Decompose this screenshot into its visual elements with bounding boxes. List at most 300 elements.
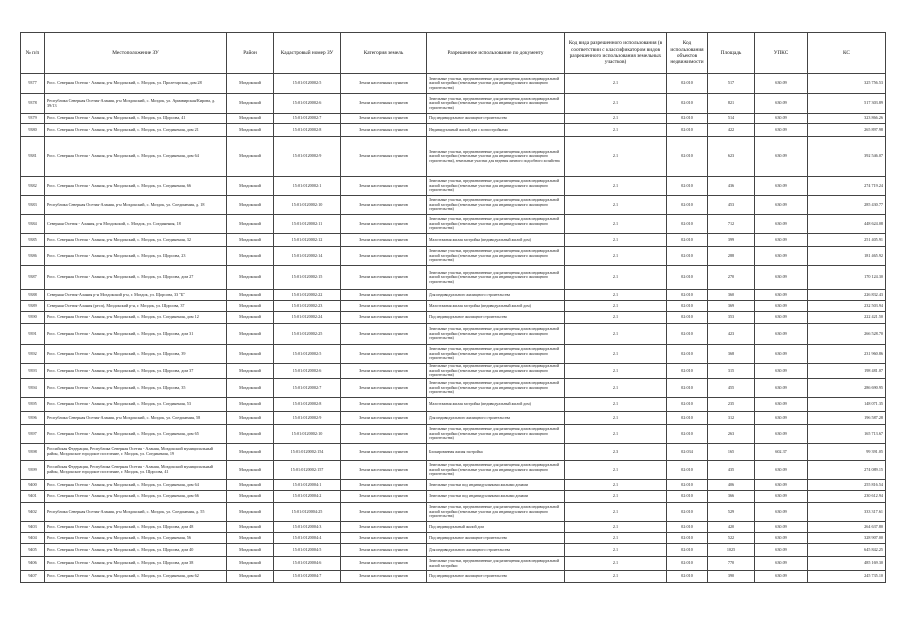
cell-ks: 286 690.95 (808, 379, 886, 398)
cell-upks: 630.09 (755, 215, 808, 234)
cell-num: 9403 (21, 522, 45, 533)
cell-ks: 328 907.00 (808, 533, 886, 544)
cell-code-function: 02:010 (667, 215, 708, 234)
cell-code-group: 2.1 (565, 571, 667, 583)
cell-category: Земли населенных пунктов (341, 234, 427, 247)
cell-address: Республика Северная Осетия-Алания, р-н Моздокский, с. Моздок, ул. Соединения, 58 (45, 412, 227, 425)
cell-address: Росс. Северная Осетия - Алания, р-н Моздокский, с. Моздок, ул. Соединения, дом 65 (45, 425, 227, 444)
cell-address: Росс. Северная Осетия - Алания, р-н Моздокский, с. Моздок, ул. Щорсова, дом 48 (45, 522, 227, 533)
cell-area: 517 (708, 74, 755, 94)
cell-num: 9378 (21, 94, 45, 114)
cell-ks: 181 465.92 (808, 247, 886, 266)
cell-ks: 232 503.94 (808, 301, 886, 312)
cell-permitted-use: Блокированная жилая застройка (427, 444, 565, 461)
cell-cadastral: 15:01:0120002:6 (274, 364, 341, 379)
cell-num: 9380 (21, 124, 45, 137)
cell-upks: 630.09 (755, 412, 808, 425)
cell-address: Росс. Северная Осетия - Алания, р-н Моздокский, с. Моздок, ул. Соединения, дом 62 (45, 571, 227, 583)
cell-cadastral: 15:01:0120004:7 (274, 571, 341, 583)
cell-area: 770 (708, 557, 755, 571)
cell-address: Республика Северная Осетия-Алания, р-н Моздокский, с. Моздок, ул. Соединения, д. 55 (45, 503, 227, 522)
table-body (21, 74, 886, 583)
cell-ks: 325 756.53 (808, 74, 886, 94)
table-row (21, 461, 886, 480)
cell-cadastral: 15:01:0120002:24 (274, 312, 341, 324)
cell-code-group: 2.1 (565, 345, 667, 364)
cell-category: Земли населенных пунктов (341, 247, 427, 266)
table-row (21, 324, 886, 345)
table-row (21, 544, 886, 557)
cell-ks: 392 546.07 (808, 137, 886, 177)
cell-num: 9404 (21, 533, 45, 544)
header-row (21, 33, 886, 74)
cell-district: Моздокский (227, 301, 274, 312)
cell-num: 9387 (21, 266, 45, 290)
cell-num: 9405 (21, 544, 45, 557)
cell-district: Моздокский (227, 557, 274, 571)
cell-address: Росс. Северная Осетия - Алания, р-н Моздокский, с. Моздок, ул. Щорсова, дом 37 (45, 364, 227, 379)
cell-code-group: 2.1 (565, 137, 667, 177)
cell-cadastral: 15:01:0120002:12 (274, 234, 341, 247)
cell-upks: 630.09 (755, 557, 808, 571)
cell-ks: 323 866.26 (808, 114, 886, 124)
cell-cadastral: 15:01:0120002:15 (274, 266, 341, 290)
cell-num: 9386 (21, 247, 45, 266)
cell-ks: 198 481.07 (808, 364, 886, 379)
cell-upks: 630.09 (755, 124, 808, 137)
col-header-num: № п/п (21, 33, 45, 74)
cell-area: 435 (708, 461, 755, 480)
col-header-upks: УПКС (755, 33, 808, 74)
cell-num: 9391 (21, 324, 45, 345)
cell-code-group: 2.1 (565, 557, 667, 571)
cell-code-function: 02:010 (667, 425, 708, 444)
cell-code-function: 02:010 (667, 345, 708, 364)
cell-code-group: 2.1 (565, 544, 667, 557)
cell-cadastral: 15:01:0120002:22 (274, 290, 341, 301)
cell-permitted-use: Под индивидуальное жилищное строительство (427, 571, 565, 583)
cell-upks: 630.09 (755, 425, 808, 444)
table-row (21, 557, 886, 571)
cell-address: Российская Федерация, Республика Северная Осетия - Алания, Моздокский муниципальный район, Моздокское городское поселение, г. Моздок, ул. Щорсова, 41 (45, 461, 227, 480)
cell-upks: 630.09 (755, 94, 808, 114)
cell-ks: 230 612.94 (808, 491, 886, 503)
table-row (21, 301, 886, 312)
cell-code-group: 2.1 (565, 215, 667, 234)
cell-address: Росс. Северная Осетия - Алания, р-н Моздокский, с. Моздок, ул. Соединения, 53 (45, 398, 227, 412)
cell-area: 514 (708, 114, 755, 124)
cell-upks: 630.09 (755, 364, 808, 379)
cell-code-group: 2.1 (565, 379, 667, 398)
cell-district: Моздокский (227, 412, 274, 425)
cell-area: 366 (708, 491, 755, 503)
cell-ks: 170 124.30 (808, 266, 886, 290)
cell-area: 288 (708, 247, 755, 266)
cell-code-group: 2.1 (565, 324, 667, 345)
cell-category: Земли населенных пунктов (341, 301, 427, 312)
cell-area: 270 (708, 266, 755, 290)
cell-category: Земли населенных пунктов (341, 196, 427, 215)
cell-code-function: 02:010 (667, 533, 708, 544)
cell-category: Земли населенных пунктов (341, 312, 427, 324)
cell-district: Моздокский (227, 544, 274, 557)
cell-area: 420 (708, 522, 755, 533)
cell-cadastral: 15:01:0120002:10 (274, 425, 341, 444)
cell-category: Земли населенных пунктов (341, 544, 427, 557)
col-header-code-function: Код использования объектов недвижимости (667, 33, 708, 74)
cell-address: Росс. Северная Осетия - Алания, р-н Моздокский, с. Моздок, ул. Соединения, 66 (45, 177, 227, 196)
cell-code-function: 02:010 (667, 301, 708, 312)
cell-permitted-use: Земельные участки, предназначенные для размещения домов индивидуальной жилой застройки (земельные участки для индивидуального жилищного строительства) (427, 461, 565, 480)
table-row (21, 290, 886, 301)
cell-code-group: 2.1 (565, 533, 667, 544)
cell-num: 9397 (21, 425, 45, 444)
cell-area: 399 (708, 234, 755, 247)
cell-address: Росс. Северная Осетия - Алания, р-н Моздокский, с. Моздок, ул. Пролетарская, дом 28 (45, 74, 227, 94)
cell-code-group: 2.1 (565, 364, 667, 379)
cell-district: Моздокский (227, 94, 274, 114)
cell-ks: 485 169.30 (808, 557, 886, 571)
cell-area: 165 (708, 444, 755, 461)
cell-area: 455 (708, 379, 755, 398)
col-header-address: Местоположение ЗУ (45, 33, 227, 74)
cell-category: Земли населенных пунктов (341, 571, 427, 583)
cell-ks: 448 624.08 (808, 215, 886, 234)
cell-cadastral: 15:01:0120002:9 (274, 412, 341, 425)
cell-upks: 630.09 (755, 533, 808, 544)
cadastral-value-table (20, 32, 886, 583)
cell-code-function: 02:010 (667, 364, 708, 379)
cell-num: 9406 (21, 557, 45, 571)
cell-code-group: 2.1 (565, 480, 667, 491)
col-header-ks: КС (808, 33, 886, 74)
cell-code-function: 02:010 (667, 571, 708, 583)
cell-code-group: 2.1 (565, 94, 667, 114)
cell-code-function: 02:010 (667, 124, 708, 137)
cell-code-group: 2.1 (565, 412, 667, 425)
cell-permitted-use: Земельные участки под индивидуальными жилыми домами (427, 480, 565, 491)
cell-code-group: 2.1 (565, 301, 667, 312)
cell-upks: 630.09 (755, 196, 808, 215)
cell-permitted-use: Земельные участки, предназначенные для размещения домов индивидуальной жилой застройки (земельные участки для индивидуального жилищного строительства) (427, 503, 565, 522)
cell-district: Моздокский (227, 533, 274, 544)
cell-upks: 630.09 (755, 290, 808, 301)
cell-cadastral: 15:01:0120004:3 (274, 522, 341, 533)
cell-category: Земли населенных пунктов (341, 364, 427, 379)
cell-upks: 630.09 (755, 137, 808, 177)
cell-district: Моздокский (227, 266, 274, 290)
cell-cadastral: 15:01:0120002:23 (274, 301, 341, 312)
cell-permitted-use: Малоэтажная жилая застройка (индивидуальный жилой дом) (427, 234, 565, 247)
col-header-area: Площадь (708, 33, 755, 74)
table-row (21, 74, 886, 94)
cell-cadastral: 15:01:0120004:6 (274, 557, 341, 571)
cell-ks: 274 719.24 (808, 177, 886, 196)
cell-ks: 99 391.05 (808, 444, 886, 461)
cell-upks: 630.09 (755, 312, 808, 324)
cell-permitted-use: Земельные участки, предназначенные для размещения домов индивидуальной жилой застройки (земельные участки для индивидуального жилищного строительства) (427, 215, 565, 234)
cell-permitted-use: Индивидуальный жилой дом с хозпостройками (427, 124, 565, 137)
cell-category: Земли населенных пунктов (341, 491, 427, 503)
cell-num: 9407 (21, 571, 45, 583)
cell-code-function: 02:010 (667, 196, 708, 215)
cell-num: 9385 (21, 234, 45, 247)
cell-code-function: 02:010 (667, 114, 708, 124)
table-row (21, 480, 886, 491)
cell-num: 9390 (21, 312, 45, 324)
cell-district: Моздокский (227, 114, 274, 124)
cell-num: 9389 (21, 301, 45, 312)
cell-area: 390 (708, 571, 755, 583)
cell-code-function: 02:010 (667, 491, 708, 503)
cell-upks: 630.09 (755, 398, 808, 412)
cell-category: Земли населенных пунктов (341, 94, 427, 114)
cell-permitted-use: Малоэтажная жилая застройка (индивидуальный жилой дом) (427, 301, 565, 312)
table-row (21, 444, 886, 461)
cell-area: 1025 (708, 544, 755, 557)
cell-permitted-use: Малоэтажная жилая застройка (индивидуальный жилой дом) (427, 398, 565, 412)
cell-area: 821 (708, 94, 755, 114)
cell-code-function: 02:010 (667, 522, 708, 533)
cell-address: Росс. Северная Осетия - Алания, р-н Моздокский, с. Моздок, ул. Щорсова, 41 (45, 114, 227, 124)
cell-code-group: 2.1 (565, 124, 667, 137)
cell-cadastral: 15:01:0120002:5 (274, 74, 341, 94)
cell-upks: 630.09 (755, 177, 808, 196)
cell-cadastral: 15:01:0120002:10 (274, 196, 341, 215)
cell-category: Земли населенных пунктов (341, 557, 427, 571)
cell-code-function: 02:010 (667, 544, 708, 557)
cell-ks: 165 713.67 (808, 425, 886, 444)
cell-category: Земли населенных пунктов (341, 379, 427, 398)
cell-area: 712 (708, 215, 755, 234)
cell-area: 235 (708, 398, 755, 412)
cell-num: 9388 (21, 290, 45, 301)
cell-address: Северная Осетия-Алания р-н Моздокский р-н, г. Моздок, ул. Щорсова, 33 "Б" (45, 290, 227, 301)
cell-ks: 264 637.80 (808, 522, 886, 533)
cell-code-function: 02:034 (667, 444, 708, 461)
cell-category: Земли населенных пунктов (341, 522, 427, 533)
table-row (21, 503, 886, 522)
cell-address: Росс. Северная Осетия - Алания, р-н Моздокский, с. Моздок, ул. Щорсова, 35 (45, 379, 227, 398)
cell-area: 529 (708, 503, 755, 522)
cell-district: Моздокский (227, 379, 274, 398)
cell-num: 9399 (21, 461, 45, 480)
cell-num: 9396 (21, 412, 45, 425)
cell-area: 353 (708, 312, 755, 324)
cell-permitted-use: Земельные участки, предназначенные для размещения домов индивидуальной жилой застройки (земельные участки для индивидуального жилищного строительства) (427, 94, 565, 114)
cell-permitted-use: Земельные участки, предназначенные для размещения домов индивидуальной жилой застройки (земельные участки для индивидуального жилищного строительства), земельные участки для ведения личного подсобного хозяйства (427, 137, 565, 177)
cell-num: 9398 (21, 444, 45, 461)
cell-ks: 222 421.50 (808, 312, 886, 324)
cell-address: Росс. Северная Осетия - Алания, р-н Моздокский, с. Моздок, ул. Соединения, 56 (45, 533, 227, 544)
cell-cadastral: 15:01:0120002:5 (274, 345, 341, 364)
cell-permitted-use: Под индивидуальный жилой дом (427, 522, 565, 533)
cell-code-group: 2.1 (565, 177, 667, 196)
cell-cadastral: 15:01:0120002:7 (274, 379, 341, 398)
table-row (21, 412, 886, 425)
cell-permitted-use: Земельные участки, предназначенные для размещения домов индивидуальной жилой застройки (земельные участки для индивидуального жилищного строительства) (427, 266, 565, 290)
cell-upks: 630.09 (755, 266, 808, 290)
cell-category: Земли населенных пунктов (341, 444, 427, 461)
cell-district: Моздокский (227, 364, 274, 379)
cell-cadastral: 15:01:0120002:9 (274, 137, 341, 177)
cell-code-function: 02:010 (667, 398, 708, 412)
cell-permitted-use: Земельные участки, предназначенные для размещения домов индивидуальной жилой застройки (земельные участки для индивидуального жилищного строительства) (427, 177, 565, 196)
cell-area: 522 (708, 533, 755, 544)
table-row (21, 425, 886, 444)
cell-district: Моздокский (227, 480, 274, 491)
cell-num: 9394 (21, 379, 45, 398)
cell-upks: 602.37 (755, 444, 808, 461)
cell-cadastral: 15:01:0120002:7 (274, 114, 341, 124)
cell-ks: 255 816.54 (808, 480, 886, 491)
cell-cadastral: 15:01:0120002:8 (274, 124, 341, 137)
cell-code-group: 2.3 (565, 444, 667, 461)
cell-num: 9400 (21, 480, 45, 491)
cell-code-function: 02:010 (667, 74, 708, 94)
cell-code-group: 2.1 (565, 522, 667, 533)
cell-permitted-use: Земельные участки под индивидуальными жилыми домами (427, 491, 565, 503)
cell-permitted-use: Под индивидуальное жилищное строительство (427, 114, 565, 124)
cell-code-function: 02:010 (667, 247, 708, 266)
cell-upks: 630.09 (755, 301, 808, 312)
cell-category: Земли населенных пунктов (341, 290, 427, 301)
cell-district: Моздокский (227, 196, 274, 215)
cell-ks: 266 528.70 (808, 324, 886, 345)
cell-code-function: 02:010 (667, 480, 708, 491)
cell-category: Земли населенных пунктов (341, 114, 427, 124)
cell-ks: 333 317.61 (808, 503, 886, 522)
cell-cadastral: 15:01:0120002:154 (274, 444, 341, 461)
cell-num: 9382 (21, 177, 45, 196)
cell-code-function: 02:010 (667, 324, 708, 345)
cell-permitted-use: Земельные участки, предназначенные для размещения домов индивидуальной жилой застройки (земельные участки для индивидуального жилищного строительства) (427, 364, 565, 379)
cell-cadastral: 15:01:0120004:2 (274, 491, 341, 503)
cell-permitted-use: Земельные участки, предназначенные для размещения домов индивидуальной жилой застройки (земельные участки для индивидуального жилищного строительства) (427, 425, 565, 444)
table-row (21, 379, 886, 398)
cell-upks: 630.09 (755, 379, 808, 398)
cell-num: 9381 (21, 137, 45, 177)
cell-category: Земли населенных пунктов (341, 461, 427, 480)
table-row (21, 364, 886, 379)
table-row (21, 177, 886, 196)
cell-category: Земли населенных пунктов (341, 124, 427, 137)
cell-address: Росс. Северная Осетия - Алания, р-н Моздокский, с. Моздок, ул. Соединения, 32 (45, 234, 227, 247)
cell-permitted-use: Для индивидуального жилищного строительства (427, 290, 565, 301)
cell-code-function: 02:010 (667, 312, 708, 324)
cell-district: Моздокский (227, 324, 274, 345)
cell-category: Земли населенных пунктов (341, 425, 427, 444)
cell-category: Земли населенных пунктов (341, 137, 427, 177)
table-row (21, 522, 886, 533)
cell-upks: 630.09 (755, 461, 808, 480)
cell-address: Росс. Северная Осетия - Алания, р-н Моздокский, с. Моздок, ул. Соединения, дом 66 (45, 491, 227, 503)
cell-area: 422 (708, 124, 755, 137)
cell-category: Земли населенных пунктов (341, 480, 427, 491)
cell-category: Земли населенных пунктов (341, 74, 427, 94)
cell-address: Росс. Северная Осетия - Алания, р-н Моздокский, с. Моздок, ул. Щорсова, 23 (45, 247, 227, 266)
cell-address: Росс. Северная Осетия - Алания, р-н Моздокский, с. Моздок, ул. Соединения, дом 12 (45, 312, 227, 324)
table-row (21, 215, 886, 234)
table-row (21, 398, 886, 412)
cell-code-function: 02:010 (667, 290, 708, 301)
cell-address: Росс. Северная Осетия - Алания, р-н Моздокский, с. Моздок, ул. Соединения, дом 21 (45, 124, 227, 137)
cell-permitted-use: Для индивидуального жилищного строительства (427, 412, 565, 425)
cell-upks: 630.09 (755, 234, 808, 247)
col-header-code-group: Код вида разрешенного использования (в соответствии с классификатором видов разрешенного использования земельных участков) (565, 33, 667, 74)
cell-district: Моздокский (227, 345, 274, 364)
cell-category: Земли населенных пунктов (341, 412, 427, 425)
cell-cadastral: 15:01:0120002:6 (274, 94, 341, 114)
cell-ks: 645 842.25 (808, 544, 886, 557)
table-row (21, 312, 886, 324)
table-row (21, 247, 886, 266)
cell-address: Республика Северная Осетия-Алания, р-н Моздокский, с. Моздок, ул. Армавирская/Кирова, д. 39/13 (45, 94, 227, 114)
cell-district: Моздокский (227, 177, 274, 196)
cell-district: Моздокский (227, 234, 274, 247)
cell-cadastral: 15:01:0120004:5 (274, 544, 341, 557)
cell-upks: 630.09 (755, 544, 808, 557)
cell-area: 436 (708, 177, 755, 196)
cell-code-group: 2.1 (565, 234, 667, 247)
cell-num: 9393 (21, 364, 45, 379)
cell-category: Земли населенных пунктов (341, 503, 427, 522)
cell-district: Моздокский (227, 124, 274, 137)
cell-area: 406 (708, 480, 755, 491)
cell-district: Моздокский (227, 137, 274, 177)
cell-ks: 517 303.89 (808, 94, 886, 114)
cell-upks: 630.09 (755, 491, 808, 503)
cell-num: 9377 (21, 74, 45, 94)
cell-category: Земли населенных пунктов (341, 345, 427, 364)
cell-category: Земли населенных пунктов (341, 266, 427, 290)
cell-code-group: 2.1 (565, 74, 667, 94)
cell-code-group: 2.1 (565, 461, 667, 480)
cell-code-function: 02:010 (667, 412, 708, 425)
cell-permitted-use: Земельные участки, предназначенные для размещения домов индивидуальной жилой застройки (земельные участки для индивидуального жилищного строительства) (427, 345, 565, 364)
cell-cadastral: 15:01:0120004:25 (274, 503, 341, 522)
cell-upks: 630.09 (755, 247, 808, 266)
table-row (21, 137, 886, 177)
table-row (21, 114, 886, 124)
cell-upks: 630.09 (755, 522, 808, 533)
cell-code-group: 2.1 (565, 290, 667, 301)
table-row (21, 94, 886, 114)
cell-district: Моздокский (227, 74, 274, 94)
cell-upks: 630.09 (755, 324, 808, 345)
cell-permitted-use: Под индивидуальное жилищное строительство (427, 312, 565, 324)
cell-cadastral: 15:01:0120004:4 (274, 533, 341, 544)
cell-cadastral: 15:01:0120002:157 (274, 461, 341, 480)
cell-area: 315 (708, 364, 755, 379)
cell-permitted-use: Земельные участки, предназначенные для размещения домов индивидуальной жилой застройки (427, 557, 565, 571)
cell-address: Росс. Северная Осетия - Алания, р-н Моздокский, с. Моздок, ул. Соединения, дом 64 (45, 137, 227, 177)
cell-district: Моздокский (227, 571, 274, 583)
cell-permitted-use: Земельные участки, предназначенные для размещения домов индивидуальной жилой застройки (земельные участки для индивидуального жилищного строительства) (427, 247, 565, 266)
table-row (21, 124, 886, 137)
cell-district: Моздокский (227, 522, 274, 533)
cell-address: Росс. Северная Осетия - Алания, р-н Моздокский, с. Моздок, ул. Щорсова, дом 38 (45, 557, 227, 571)
cell-upks: 630.09 (755, 74, 808, 94)
cell-category: Земли населенных пунктов (341, 215, 427, 234)
cell-address: Российская Федерация, Республика Северная Осетия - Алания, Моздокский муниципальный район, Моздокское городское поселение, г. Моздок, ул. Соединения, 19 (45, 444, 227, 461)
cell-ks: 196 587.28 (808, 412, 886, 425)
cell-district: Моздокский (227, 312, 274, 324)
cell-code-function: 02:010 (667, 557, 708, 571)
cell-area: 369 (708, 301, 755, 312)
table-row (21, 234, 886, 247)
cell-category: Земли населенных пунктов (341, 177, 427, 196)
